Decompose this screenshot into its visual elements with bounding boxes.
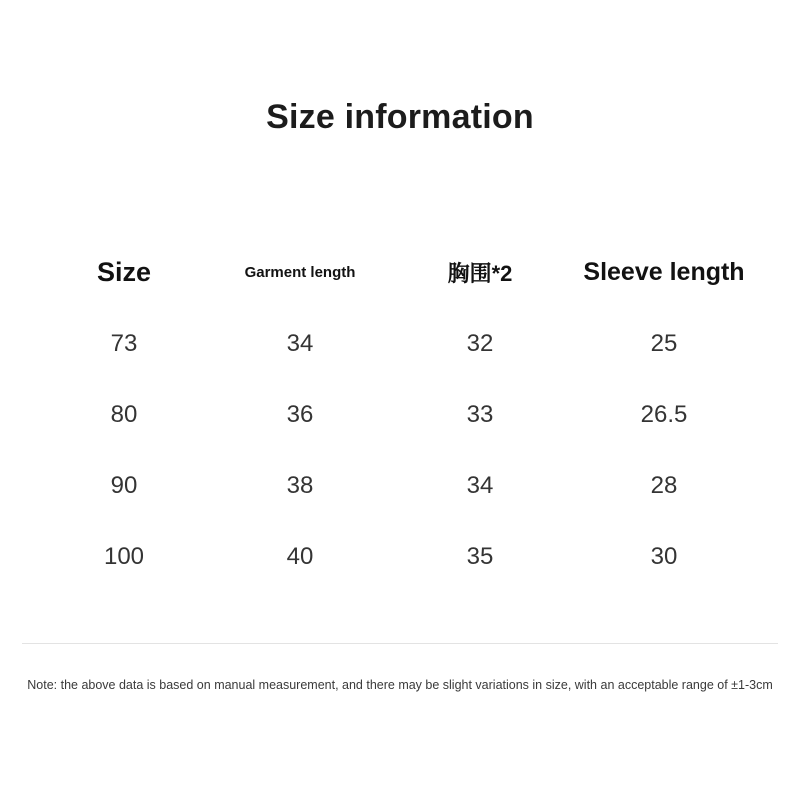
cell-size: 90 (110, 471, 138, 499)
cell-garment-length: 34 (286, 329, 314, 357)
table-row (40, 379, 760, 450)
cell-sleeve-length: 26.5 (640, 400, 688, 428)
cell-sleeve-length: 30 (650, 542, 678, 570)
cell-chest: 35 (466, 542, 494, 570)
table-row (40, 308, 760, 379)
cell-sleeve-length: 28 (650, 471, 678, 499)
cell-size: 80 (110, 400, 138, 428)
cell-size: 100 (103, 542, 145, 570)
cell-garment-length: 36 (286, 400, 314, 428)
cell-sleeve-length: 25 (650, 329, 678, 357)
cell-chest: 33 (466, 400, 494, 428)
cell-garment-length: 40 (286, 542, 314, 570)
column-header-garment-length: Garment length (244, 263, 356, 281)
table-header-row (40, 236, 760, 308)
divider (22, 643, 778, 644)
cell-garment-length: 38 (286, 471, 314, 499)
table-row (40, 450, 760, 521)
measurement-note: Note: the above data is based on manual measurement, and there may be slight variations in size, with an acceptable range of ±1-3cm (27, 678, 773, 692)
cell-chest: 34 (466, 471, 494, 499)
column-header-chest: 胸围*2 (447, 260, 513, 286)
size-table (40, 236, 760, 592)
cell-chest: 32 (466, 329, 494, 357)
column-header-size: Size (96, 256, 152, 287)
page-title: Size information (266, 98, 534, 136)
cell-size: 73 (110, 329, 138, 357)
table-row (40, 521, 760, 592)
column-header-sleeve-length: Sleeve length (583, 257, 745, 286)
